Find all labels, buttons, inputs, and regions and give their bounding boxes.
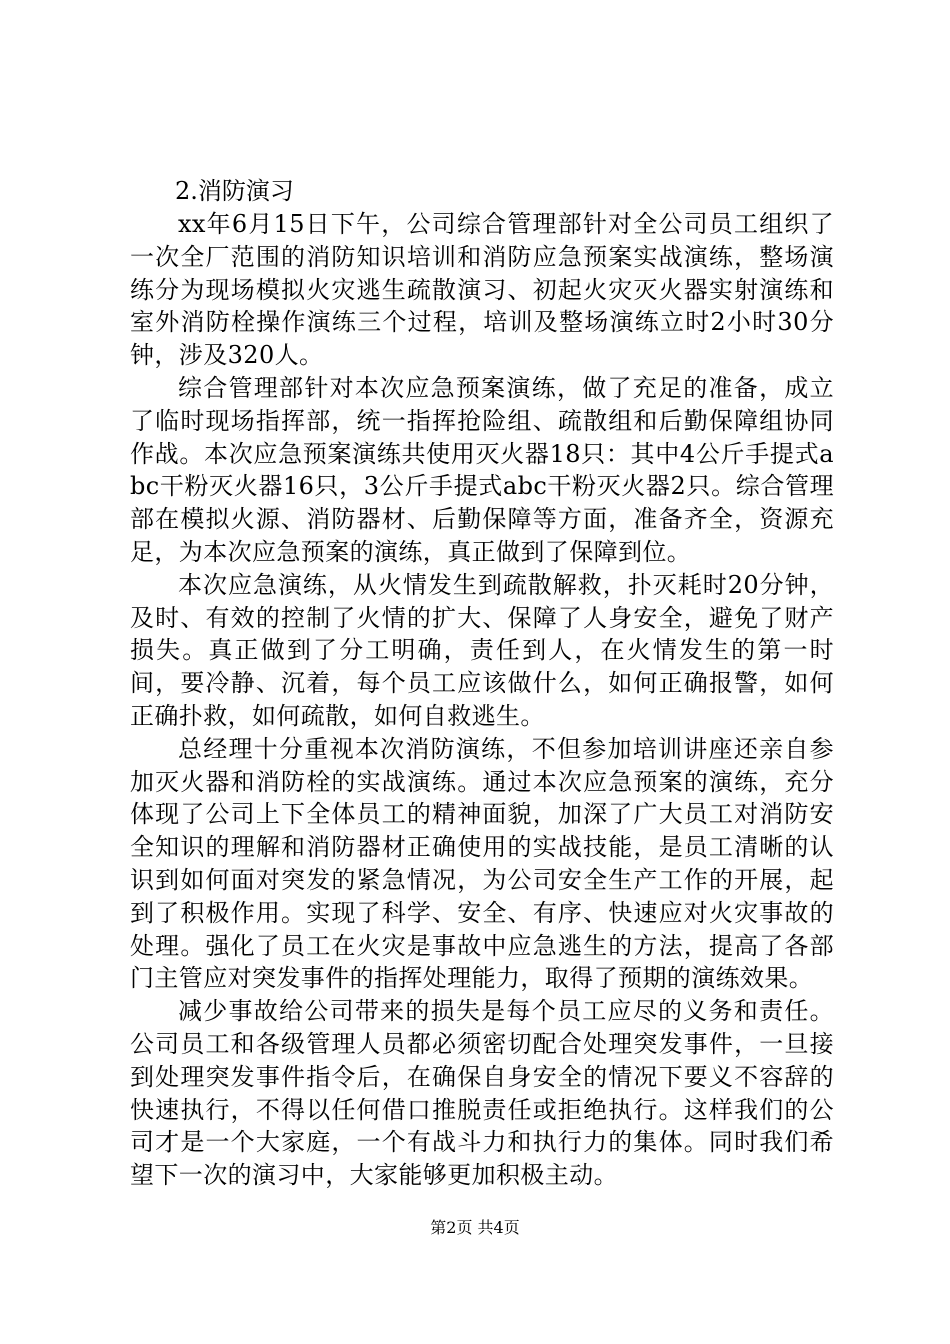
section-heading: 2.消防演习: [175, 177, 294, 205]
paragraph-drill-result: 本次应急演练，从火情发生到疏散解救，扑灭耗时20分钟，及时、有效的控制了火情的扩大、保障了人身安全，避免了财产损失。真正做到了分工明确，责任到人，在火情发生的第一时间，要冷静、沉着，每个员工应该做什么，如何正确报警，如何正确扑救，如何疏散，如何自救逃生。: [130, 570, 834, 730]
paragraph-management-attention: 总经理十分重视本次消防演练，不但参加培训讲座还亲自参加灭火器和消防栓的实战演练。通过本次应急预案的演练，充分体现了公司上下全体员工的精神面貌，加深了广大员工对消防安全知识的理解和消防器材正确使用的实战技能，是员工清晰的认识到如何面对突发的紧急情况，为公司安全生产工作的开展，起到了积极作用。实现了科学、安全、有序、快速应对火灾事故的处理。强化了员工在火灾是事故中应急逃生的方法，提高了各部门主管应对突发事件的指挥处理能力，取得了预期的演练效果。: [130, 734, 834, 993]
paragraph-conclusion: 减少事故给公司带来的损失是每个员工应尽的义务和责任。公司员工和各级管理人员都必须密切配合处理突发事件，一旦接到处理突发事件指令后，在确保自身安全的情况下要义不容辞的快速执行，不得以任何借口推脱责任或拒绝执行。这样我们的公司才是一个大家庭，一个有战斗力和执行力的集体。同时我们希望下一次的演习中，大家能够更加积极主动。: [130, 997, 834, 1190]
paragraph-preparation: 综合管理部针对本次应急预案演练，做了充足的准备，成立了临时现场指挥部，统一指挥抢险组、疏散组和后勤保障组协同作战。本次应急预案演练共使用灭火器18只：其中4公斤手提式abc干粉灭火器16只，3公斤手提式abc干粉灭火器2只。综合管理部在模拟火源、消防器材、后勤保障等方面，准备齐全，资源充足，为本次应急预案的演练，真正做到了保障到位。: [130, 373, 834, 566]
page-footer: 第2页 共4页: [430, 1218, 520, 1237]
document-body: [130, 174, 834, 1192]
paragraph-drill-overview: xx年6月15日下午，公司综合管理部针对全公司员工组织了一次全厂范围的消防知识培训和消防应急预案实战演练，整场演练分为现场模拟火灾逃生疏散演习、初起火灾灭火器实射演练和室外消防栓操作演练三个过程，培训及整场演练立时2小时30分钟，涉及320人。: [130, 210, 834, 370]
